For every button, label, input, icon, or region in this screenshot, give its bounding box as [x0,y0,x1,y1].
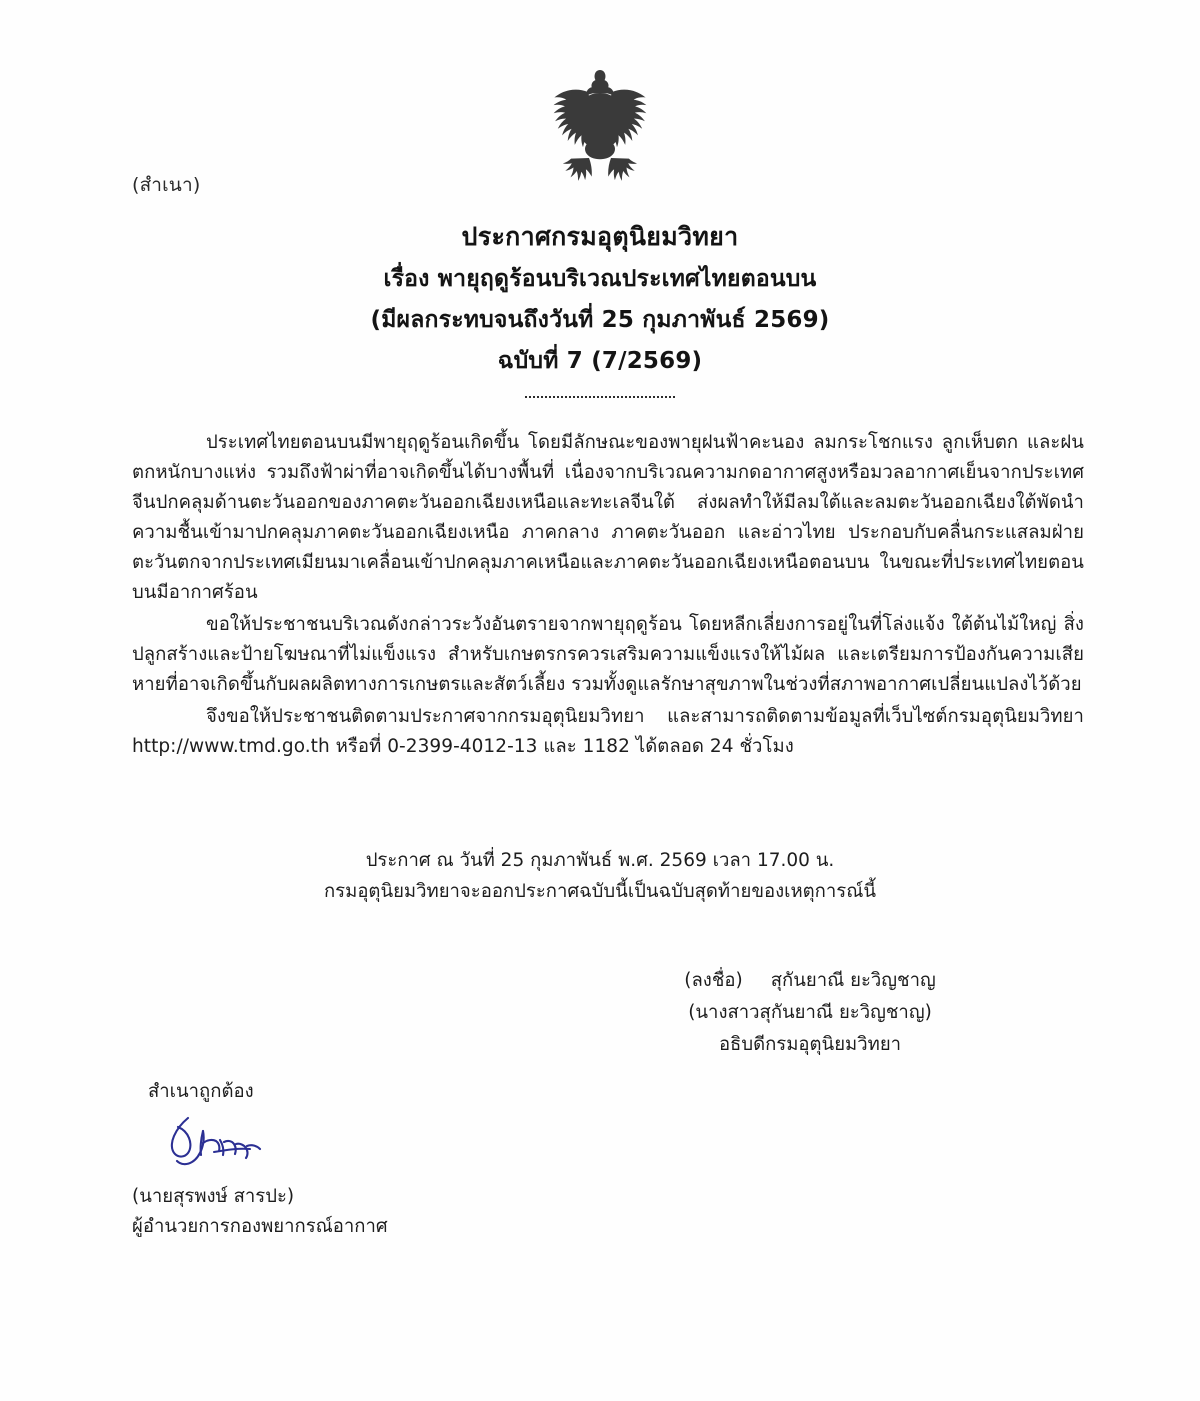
final-notice: กรมอุตุนิยมวิทยาจะออกประกาศฉบับนี้เป็นฉบับสุดท้ายของเหตุการณ์นี้ [323,881,877,902]
certified-copy-label: สำเนาถูกต้อง [148,1081,254,1102]
certifier-position: ผู้อำนวยการกองพยากรณ์อากาศ [132,1216,388,1237]
page-title: ประกาศกรมอุตุนิยมวิทยา [461,222,739,251]
closing-block [0,845,1200,907]
signer-name: สุกันยาณี ยะวิญชาญ [770,970,936,991]
signer-name-parenthetical: (นางสาวสุกันยาณี ยะวิญชาญ) [688,1002,932,1023]
document-heading [0,218,1200,379]
certified-copy-block [132,1078,578,1242]
signature-line [600,965,1020,997]
certifier-name: (นายสุรพงษ์ สารปะ) [132,1186,295,1207]
heading-issue-no: ฉบับที่ 7 (7/2569) [497,347,703,374]
signed-label: (ลงชื่อ) [684,970,743,991]
copy-marker: (สำเนา) [132,174,201,196]
signature-block [600,965,1020,1061]
body-paragraph-1: ประเทศไทยตอนบนมีพายุฤดูร้อนเกิดขึ้น โดยมีลักษณะของพายุฝนฟ้าคะนอง ลมกระโชกแรง ลูกเห็บตก และฝนตกหนักบางแห่ง รวมถึงฟ้าผ่าที่อาจเกิดขึ้นได้บางพื้นที่ เนื่องจากบริเวณความกดอากาศสูงหรือมวลอากาศเย็นจากประเทศจีนปกคลุมด้านตะวันออกของภาคตะวันออกเฉียงเหนือและทะเลจีนใต้ ส่งผลทำให้มีลมใต้และลมตะวันออกเฉียงใต้พัดนำความชื้นเข้ามาปกคลุมภาคตะวันออกเฉียงเหนือ ภาคกลาง ภาคตะวันออก และอ่าวไทย ประกอบกับคลื่นกระแสลมฝ่ายตะวันตกจากประเทศเมียนมาเคลื่อนเข้าปกคลุมภาคเหนือและภาคตะวันออกเฉียงเหนือตอนบน ในขณะที่ประเทศไทยตอนบนมีอากาศร้อน [132,432,1084,603]
heading-effective: (มีผลกระทบจนถึงวันที่ 25 กุมภาพันธ์ 2569) [370,306,830,333]
document-body [132,428,1084,764]
garuda-emblem [534,62,666,184]
heading-subject: เรื่อง พายุฤดูร้อนบริเวณประเทศไทยตอนบน [383,266,817,292]
emblem-container [0,62,1200,184]
heading-divider-container [0,396,1200,398]
body-paragraph-3: จึงขอให้ประชาชนติดตามประกาศจากกรมอุตุนิยมวิทยา และสามารถติดตามข้อมูลที่เว็บไซต์กรมอุตุนิยมวิทยา http://www.tmd.go.th หรือที่ 0-2399-4012-13 และ 1182 ได้ตลอด 24 ชั่วโมง [132,706,1084,757]
divider [525,396,675,398]
body-paragraph-2: ขอให้ประชาชนบริเวณดังกล่าวระวังอันตรายจากพายุฤดูร้อน โดยหลีกเลี่ยงการอยู่ในที่โล่งแจ้ง ใต้ต้นไม้ใหญ่ สิ่งปลูกสร้างและป้ายโฆษณาที่ไม่แข็งแรง สำหรับเกษตรกรควรเสริมความแข็งแรงให้ไม้ผล และเตรียมการป้องกันความเสียหายที่อาจเกิดขึ้นกับผลผลิตทางการเกษตรและสัตว์เลี้ยง รวมทั้งดูแลรักษาสุขภาพในช่วงที่สภาพอากาศเปลี่ยนแปลงไว้ด้วย [132,614,1084,695]
announced-date: ประกาศ ณ วันที่ 25 กุมภาพันธ์ พ.ศ. 2569 เวลา 17.00 น. [365,850,835,871]
signer-position: อธิบดีกรมอุตุนิยมวิทยา [718,1034,902,1055]
handwritten-signature [158,1112,288,1174]
